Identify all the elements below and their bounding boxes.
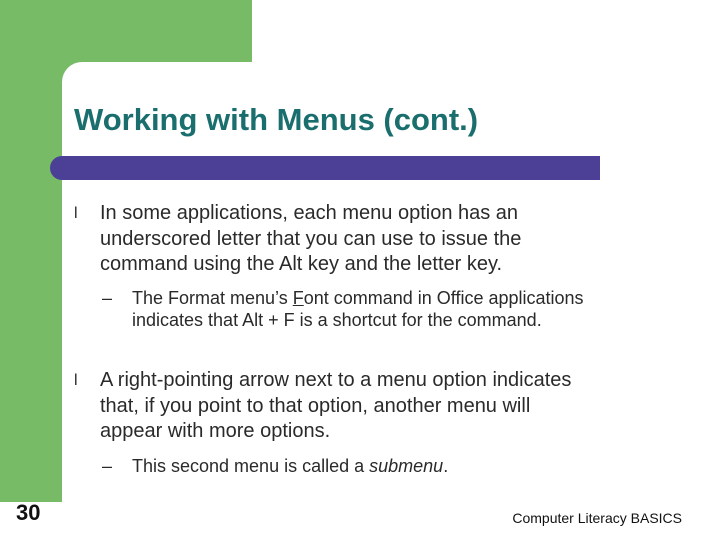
sub-bullet-marker: –	[102, 456, 113, 476]
bullet-item	[74, 201, 594, 278]
sub-bullet-item	[102, 455, 597, 477]
bullet-text: In some applications, each menu option has an underscored letter that you can use to issue the command using the Alt key and the letter key.	[100, 202, 522, 275]
sub-text-part: .	[443, 456, 449, 476]
sub-bullet-item	[102, 287, 597, 331]
bullet-marker: l	[74, 205, 78, 222]
underlined-letter: F	[292, 288, 304, 308]
sub-text-part: ont command in Office applications indicates that Alt + F is a shortcut for the command.	[132, 288, 584, 330]
bullet-marker: l	[74, 372, 78, 389]
sub-bullet-text	[132, 455, 597, 477]
slide-title: Working with Menus (cont.)	[74, 102, 479, 137]
sub-text-part: This second menu is called a	[132, 456, 370, 476]
sub-bullet-marker: –	[102, 288, 113, 308]
bullet-item	[74, 368, 594, 445]
sub-bullet-text	[132, 287, 597, 331]
footer-text: Computer Literacy BASICS	[512, 510, 682, 526]
page-number: 30	[16, 500, 41, 525]
sub-text-part: The Format menu’s	[132, 288, 293, 308]
bullet-text: A right-pointing arrow next to a menu option indicates that, if you point to that option, another menu will appear with more options.	[100, 369, 572, 442]
title-underline-bar	[50, 156, 600, 180]
italic-term: submenu	[369, 456, 444, 476]
